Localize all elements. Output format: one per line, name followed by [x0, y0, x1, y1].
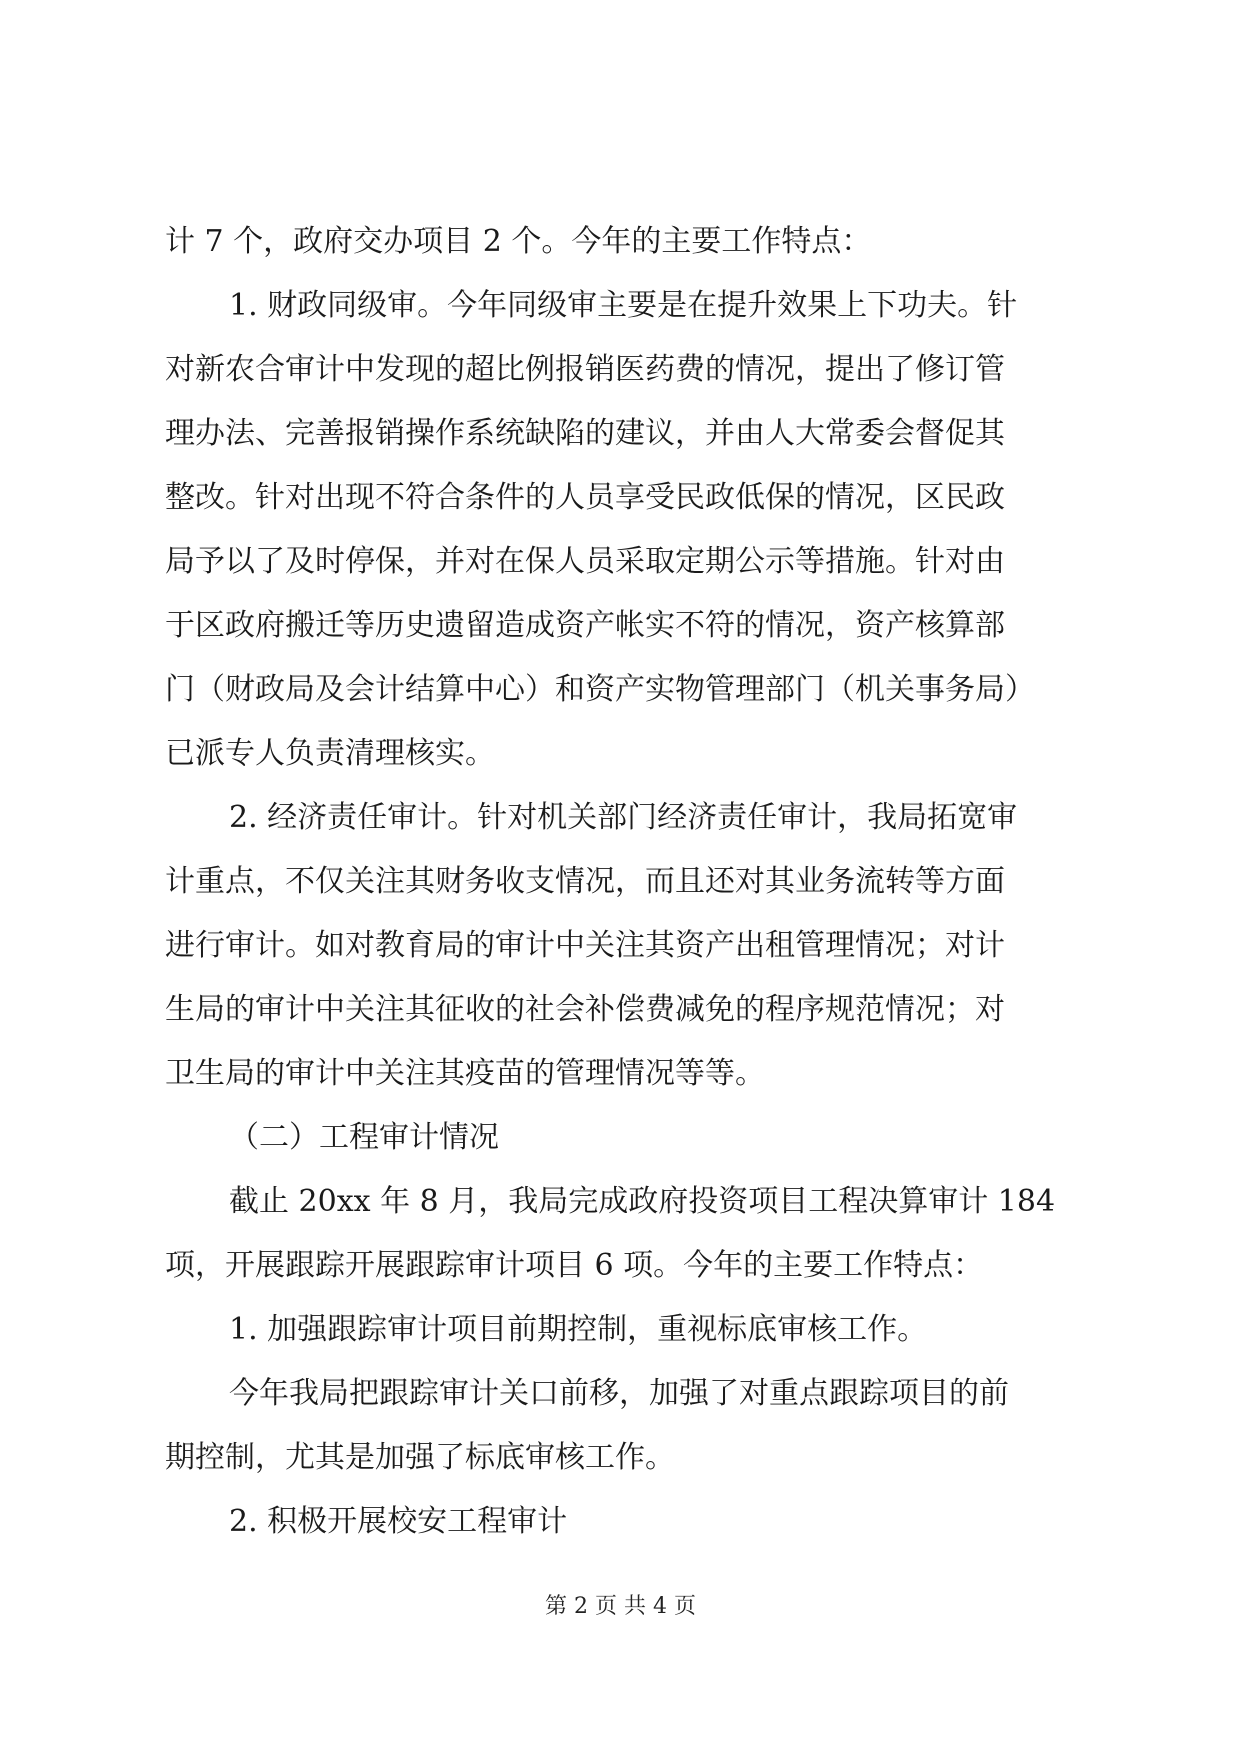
text-line: 生局的审计中关注其征收的社会补偿费减免的程序规范情况；对 [165, 992, 1005, 1027]
document-body [165, 210, 1083, 1554]
text-line: 截止 20xx 年 8 月，我局完成政府投资项目工程决算审计 184 [229, 1184, 1056, 1219]
list-item-heading: 2. 积极开展校安工程审计 [229, 1504, 568, 1539]
text-line: 计重点，不仅关注其财务收支情况，而且还对其业务流转等方面 [165, 864, 1005, 899]
text-line: 计 7 个，政府交办项目 2 个。今年的主要工作特点： [165, 224, 872, 259]
text-line: 期控制，尤其是加强了标底审核工作。 [165, 1440, 675, 1475]
text-line: 已派专人负责清理核实。 [165, 736, 495, 771]
section-heading: （二）工程审计情况 [229, 1120, 499, 1155]
list-item-heading: 1. 财政同级审。今年同级审主要是在提升效果上下功夫。针 [229, 288, 1018, 323]
text-line: 于区政府搬迁等历史遗留造成资产帐实不符的情况，资产核算部 [165, 608, 1005, 643]
list-item-heading: 2. 经济责任审计。针对机关部门经济责任审计，我局拓宽审 [229, 800, 1018, 835]
text-line: 项，开展跟踪开展跟踪审计项目 6 项。今年的主要工作特点： [165, 1248, 984, 1283]
list-item-heading: 1. 加强跟踪审计项目前期控制，重视标底审核工作。 [229, 1312, 928, 1347]
text-line: 今年我局把跟踪审计关口前移，加强了对重点跟踪项目的前 [229, 1376, 1009, 1411]
text-line: 局予以了及时停保，并对在保人员采取定期公示等措施。针对由 [165, 544, 1005, 579]
text-line: 理办法、完善报销操作系统缺陷的建议，并由人大常委会督促其 [165, 416, 1005, 451]
text-line: 对新农合审计中发现的超比例报销医药费的情况，提出了修订管 [165, 352, 1005, 387]
text-line: 卫生局的审计中关注其疫苗的管理情况等等。 [165, 1056, 765, 1091]
text-line: 整改。针对出现不符合条件的人员享受民政低保的情况，区民政 [165, 480, 1005, 515]
page-number-footer: 第 2 页 共 4 页 [545, 1594, 696, 1619]
text-line: 进行审计。如对教育局的审计中关注其资产出租管理情况；对计 [165, 928, 1005, 963]
text-line: 门（财政局及会计结算中心）和资产实物管理部门（机关事务局） [165, 672, 1035, 707]
